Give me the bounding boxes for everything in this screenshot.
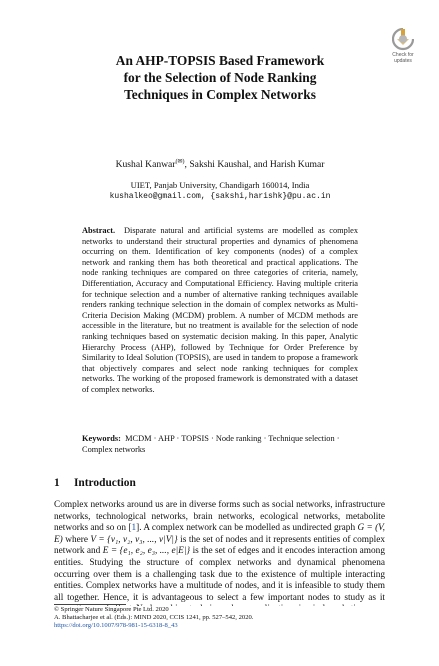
abstract bbox=[82, 226, 358, 396]
badge-line-2: updates bbox=[394, 57, 412, 64]
corresponding-author-mark: (✉) bbox=[175, 159, 185, 165]
author-rest: , Sakshi Kaushal, and Harish Kumar bbox=[184, 159, 325, 171]
doi-link[interactable]: https://doi.org/10.1007/978-981-15-6318-8_43 bbox=[54, 622, 178, 629]
citation-line: A. Bhattacharjee et al. (Eds.): MIND 2020, CCIS 1241, pp. 527–542, 2020. bbox=[54, 614, 254, 621]
intro-text: where bbox=[62, 534, 91, 545]
title-line: An AHP-TOPSIS Based Framework bbox=[115, 53, 325, 68]
introduction-paragraph bbox=[54, 500, 385, 606]
keywords bbox=[82, 434, 358, 455]
paper-title bbox=[70, 52, 370, 103]
title-line: for the Selection of Node Ranking bbox=[123, 70, 317, 85]
check-for-updates-icon bbox=[392, 28, 414, 52]
math-graph: G = (V, E) bbox=[54, 523, 385, 545]
citation-link[interactable]: 1 bbox=[131, 523, 137, 534]
publication-footer bbox=[54, 606, 394, 630]
author-list bbox=[40, 156, 400, 171]
title-line: Techniques in Complex Networks bbox=[124, 87, 316, 102]
math-vertex-set: V = {v₁, v₂, v₃, ..., v|V|} bbox=[90, 534, 178, 545]
copyright-line: © Springer Nature Singapore Pte Ltd. 2020 bbox=[54, 606, 169, 613]
intro-text: ]. A complex network can be modelled as undirected graph bbox=[136, 523, 358, 534]
abstract-label: Abstract. bbox=[82, 226, 116, 235]
math-edge-set: E = {e₁, e₂, e₃, ..., e|E|} bbox=[102, 546, 191, 557]
keywords-label: Keywords: bbox=[82, 434, 121, 443]
keywords-text: MCDM · AHP · TOPSIS · Node ranking · Technique selection · Complex networks bbox=[82, 434, 340, 454]
section-title: Introduction bbox=[74, 477, 136, 489]
intro-text: is the set of nodes and it represents entities of complex network and bbox=[54, 534, 385, 557]
intro-text: Complex networks around us are in diverse forms such as social networks, infrastructure networks, technological networks, brain networks, ecological networks, metabolite networks and so on [ bbox=[54, 500, 385, 534]
badge-text bbox=[387, 53, 419, 64]
author-first: Kushal Kanwar bbox=[115, 159, 176, 171]
footer-rule bbox=[54, 604, 126, 605]
section-number: 1 bbox=[54, 477, 60, 489]
abstract-text: Disparate natural and artificial systems are modelled as complex networks to understand their structural properties and dynamics of phenomena occurring on them. Identification of key components (nodes) of a complex network and ranking them has both theoretical and practical applications. The node ranking techniques are compared on three categories of criteria, namely, Differentiation, Accuracy and Computational Efficiency. Having multiple criteria for technique selection and a number of alternative ranking techniques available renders ranking technique selection in the domain of complex networks as Multi-Criteria Decision Making (MCDM) problem. A number of MCDM methods are accessible in the literature, but no treatment is available for the selection of node ranking techniques based on systematic decision making. In this paper, Analytic Hierarchy Process (AHP), followed by Technique for Order Preference by Similarity to Ideal Solution (TOPSIS), are used in tandem to propose a framework that objectively compares and select node ranking techniques for complex networks. The working of the proposed framework is demonstrated with a dataset of complex networks. bbox=[82, 226, 359, 394]
badge-line-1: Check for bbox=[392, 52, 414, 58]
check-for-updates-badge[interactable] bbox=[387, 28, 419, 68]
affiliation: UIET, Panjab University, Chandigarh 160014, India bbox=[130, 180, 310, 190]
author-emails[interactable]: kushalkeo@gmail.com, {sakshi,harishk}@pu.ac.in bbox=[109, 192, 331, 201]
section-heading bbox=[54, 476, 136, 490]
intro-text: is the set of edges and it encodes interaction among entities. Studying the structure of complex networks and dynamical phenomena occurring over them is a challenging task due to the existence of multiple interacting entities. Complex networks have a multitude of nodes, and it is infeasible to study them all together. Hence, it is advantageous to select a few important nodes to study as it bbox=[54, 546, 385, 603]
